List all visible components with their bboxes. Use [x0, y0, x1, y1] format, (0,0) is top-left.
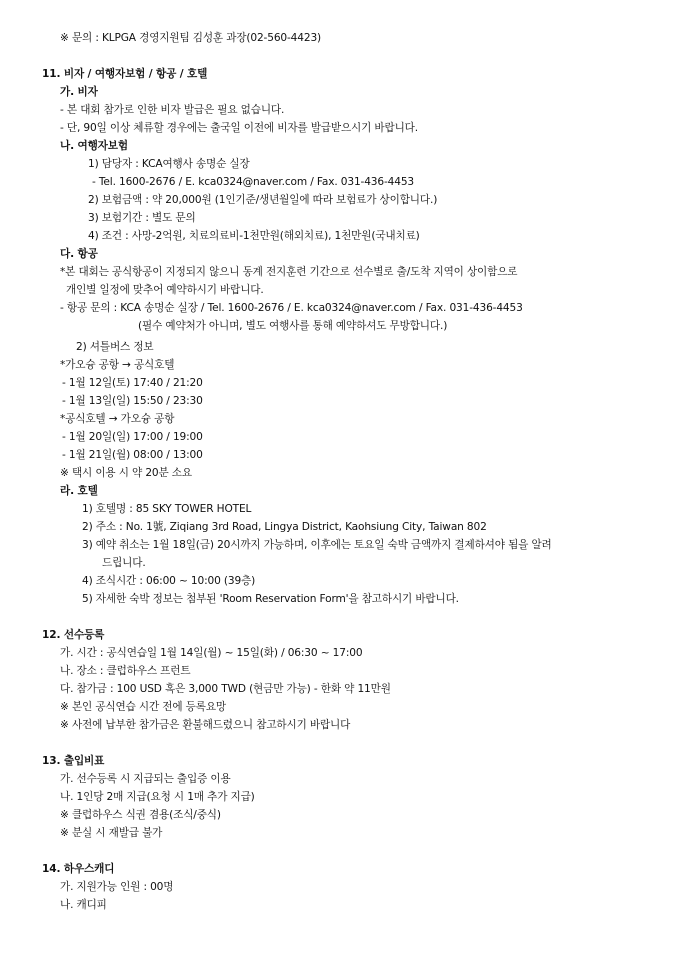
registration-note-2: ※ 사전에 납부한 참가금은 환불해드렸으니 참고하시기 바랍니다 [60, 719, 351, 731]
hotel-cancellation-cont: 드립니다. [102, 557, 146, 569]
pass-note-1: ※ 클럽하우스 식권 겸용(조식/중식) [60, 809, 221, 821]
visa-subheading: 가. 비자 [60, 86, 98, 98]
hotel-name: 1) 호텔명 : 85 SKY TOWER HOTEL [82, 503, 252, 515]
pass-line-1: 가. 선수등록 시 지급되는 출입증 이용 [60, 773, 231, 785]
insurance-contact-info: - Tel. 1600-2676 / E. kca0324@naver.com / Fax. 031-436-4453 [92, 176, 415, 188]
flight-contact-note: (필수 예약처가 아니며, 별도 여행사를 통해 예약하셔도 무방합니다.) [138, 320, 448, 332]
registration-place: 나. 장소 : 클럽하우스 프런트 [60, 665, 191, 677]
caddie-line-2: 나. 캐디피 [60, 899, 107, 911]
section-14-heading: 14. 하우스캐디 [42, 863, 115, 875]
flight-note-1: *본 대회는 공식항공이 지정되지 않으니 동계 전지훈련 기간으로 선수별로 출/도착 지역이 상이함으로 [60, 266, 518, 278]
insurance-period: 3) 보험기간 : 별도 문의 [88, 212, 196, 224]
insurance-subheading: 나. 여행자보험 [60, 140, 128, 152]
taxi-note: ※ 택시 이용 시 약 20분 소요 [60, 467, 192, 479]
insurance-conditions: 4) 조건 : 사망-2억원, 치료의료비-1천만원(해외치료), 1천만원(국내치료) [88, 230, 420, 242]
shuttle-time-4: - 1월 21일(월) 08:00 / 13:00 [62, 449, 203, 461]
registration-time: 가. 시간 : 공식연습일 1월 14일(월) ~ 15일(화) / 06:30 ~ 17:00 [60, 647, 363, 659]
registration-fee: 다. 참가금 : 100 USD 혹은 3,000 TWD (현금만 가능) - 한화 약 11만원 [60, 683, 391, 695]
hotel-cancellation: 3) 예약 취소는 1월 18일(금) 20시까지 가능하며, 이후에는 토요일 숙박 금액까지 결제하셔야 됨을 알려 [82, 539, 552, 551]
pass-line-2: 나. 1인당 2매 지급(요청 시 1매 추가 지급) [60, 791, 255, 803]
caddie-line-1: 가. 지원가능 인원 : 00명 [60, 881, 174, 893]
registration-note-1: ※ 본인 공식연습 시간 전에 등록요망 [60, 701, 226, 713]
shuttle-airport-to-hotel: *가오슝 공항 → 공식호텔 [60, 359, 175, 371]
hotel-address: 2) 주소 : No. 1號, Ziqiang 3rd Road, Lingya District, Kaohsiung City, Taiwan 802 [82, 521, 487, 533]
shuttle-time-1: - 1월 12일(토) 17:40 / 21:20 [62, 377, 203, 389]
flight-subheading: 다. 항공 [60, 248, 98, 260]
hotel-breakfast: 4) 조식시간 : 06:00 ~ 10:00 (39층) [82, 575, 256, 587]
visa-line-1: - 본 대회 참가로 인한 비자 발급은 필요 없습니다. [60, 104, 285, 116]
insurance-contact: 1) 담당자 : KCA여행사 송명순 실장 [88, 158, 250, 170]
shuttle-time-3: - 1월 20일(일) 17:00 / 19:00 [62, 431, 203, 443]
section-11-heading: 11. 비자 / 여행자보험 / 항공 / 호텔 [42, 68, 208, 80]
flight-note-2: 개인별 일정에 맞추어 예약하시기 바랍니다. [66, 284, 264, 296]
shuttle-time-2: - 1월 13일(일) 15:50 / 23:30 [62, 395, 203, 407]
section-12-heading: 12. 선수등록 [42, 629, 105, 641]
flight-contact: - 항공 문의 : KCA 송명순 실장 / Tel. 1600-2676 / E. kca0324@naver.com / Fax. 031-436-4453 [60, 302, 523, 314]
hotel-reservation-info: 5) 자세한 숙박 정보는 첨부된 'Room Reservation Form'을 참고하시기 바랍니다. [82, 593, 459, 605]
contact-note: ※ 문의 : KLPGA 경영지원팀 김성훈 과장(02-560-4423) [60, 32, 322, 44]
pass-note-2: ※ 분실 시 재발급 불가 [60, 827, 163, 839]
shuttle-heading: 2) 셔틀버스 정보 [76, 341, 154, 353]
insurance-amount: 2) 보험금액 : 약 20,000원 (1인기준/생년월일에 따라 보험료가 상이합니다.) [88, 194, 438, 206]
section-13-heading: 13. 출입비표 [42, 755, 105, 767]
visa-line-2: - 단, 90일 이상 체류할 경우에는 출국일 이전에 비자를 발급받으시기 바랍니다. [60, 122, 418, 134]
shuttle-hotel-to-airport: *공식호텔 → 가오슝 공항 [60, 413, 175, 425]
hotel-subheading: 라. 호텔 [60, 485, 98, 497]
